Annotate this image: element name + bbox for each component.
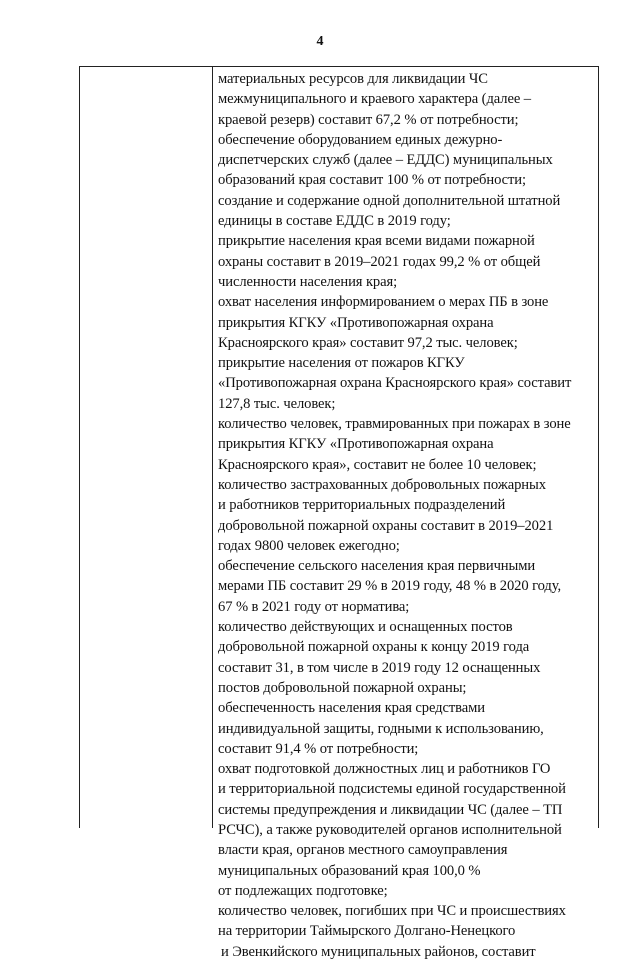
text-line: диспетчерских служб (далее – ЕДДС) муниципальных	[218, 152, 553, 169]
text-line: РСЧС), а также руководителей органов исполнительной	[218, 821, 562, 838]
text-line: добровольной пожарной охраны к концу 2019 года	[218, 639, 530, 656]
text-line: численности населения края;	[218, 273, 398, 290]
text-line: системы предупреждения и ликвидации ЧС (далее – ТП	[218, 801, 563, 818]
text-line: 67 % в 2021 году от норматива;	[218, 598, 410, 615]
text-line: Красноярского края» составит 97,2 тыс. человек;	[218, 334, 518, 351]
text-line: мерами ПБ составит 29 % в 2019 году, 48 % в 2020 году,	[218, 578, 562, 595]
text-line: охраны составит в 2019–2021 годах 99,2 % от общей	[218, 253, 541, 270]
text-line: индивидуальной защиты, годными к использованию,	[218, 720, 544, 737]
text-line: и территориальной подсистемы единой государственной	[218, 781, 566, 798]
page-number: 4	[316, 34, 324, 49]
text-line: образований края составит 100 % от потребности;	[218, 172, 526, 189]
table-left-cell	[80, 67, 212, 828]
text-line: добровольной пожарной охраны составит в 2019–2021	[218, 517, 554, 534]
text-line: от подлежащих подготовке;	[218, 882, 388, 899]
text-line: охват подготовкой должностных лиц и работников ГО	[218, 761, 551, 778]
text-line: власти края, органов местного самоуправления	[218, 842, 508, 859]
text-line: обеспеченность населения края средствами	[218, 700, 485, 717]
text-line: и Эвенкийского муниципальных районов, составит	[221, 943, 536, 960]
text-line: составит 91,4 % от потребности;	[218, 740, 419, 757]
text-line: количество действующих и оснащенных постов	[218, 619, 513, 636]
text-line: обеспечение оборудованием единых дежурно-	[218, 131, 503, 148]
text-line: количество человек, погибших при ЧС и происшествиях	[218, 903, 566, 920]
text-line: создание и содержание одной дополнительной штатной	[218, 192, 561, 209]
text-line: и работников территориальных подразделений	[218, 497, 506, 514]
text-line: прикрытие населения от пожаров КГКУ	[218, 355, 465, 372]
text-line: на территории Таймырского Долгано-Ненецкого	[218, 923, 516, 940]
text-line: «Противопожарная охрана Красноярского края» составит	[218, 375, 572, 392]
table-right-cell	[218, 69, 598, 962]
table-column-divider	[212, 67, 213, 828]
text-line: Красноярского края», составит не более 10 человек;	[218, 456, 537, 473]
text-line: межмуниципального и краевого характера (далее –	[218, 91, 531, 108]
text-line: муниципальных образований края 100,0 %	[218, 862, 481, 879]
text-line: материальных ресурсов для ликвидации ЧС	[218, 71, 488, 87]
text-line: 127,8 тыс. человек;	[218, 395, 336, 412]
text-line: обеспечение сельского населения края первичными	[218, 558, 536, 575]
text-line: охват населения информированием о мерах ПБ в зоне	[218, 294, 549, 311]
text-line: прикрытия КГКУ «Противопожарная охрана	[218, 436, 494, 453]
text-line: количество человек, травмированных при пожарах в зоне	[218, 416, 571, 433]
text-line: составит 31, в том числе в 2019 году 12 оснащенных	[218, 659, 541, 676]
text-line: годах 9800 человек ежегодно;	[218, 537, 400, 554]
text-line: краевой резерв) составит 67,2 % от потребности;	[218, 111, 519, 128]
text-line: единицы в составе ЕДДС в 2019 году;	[218, 213, 451, 230]
text-line: прикрытие населения края всеми видами пожарной	[218, 233, 535, 250]
document-table	[79, 66, 599, 960]
text-line: прикрытия КГКУ «Противопожарная охрана	[218, 314, 494, 331]
text-line: количество застрахованных добровольных пожарных	[218, 476, 546, 493]
text-line: постов добровольной пожарной охраны;	[218, 679, 467, 696]
